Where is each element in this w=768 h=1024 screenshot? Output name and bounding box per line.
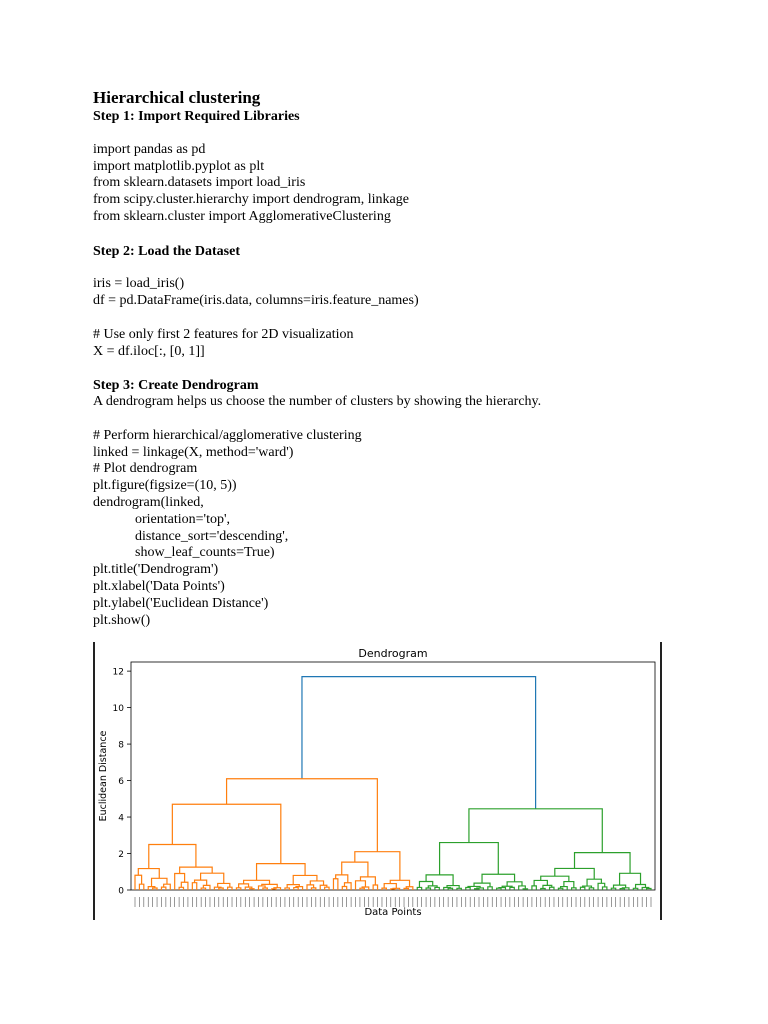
dendrogram-link — [555, 868, 594, 879]
y-axis-label: Euclidean Distance — [98, 730, 109, 822]
dendrogram-link — [302, 677, 536, 809]
dendrogram-link — [426, 875, 453, 886]
dendrogram-link — [532, 886, 536, 890]
code-line: iris = load_iris() — [93, 276, 185, 292]
step3-description: A dendrogram helps us choose the number of clusters by showing the hierarchy. — [93, 394, 542, 410]
code-line: # Perform hierarchical/agglomerative clustering — [93, 427, 362, 443]
dendrogram-link — [575, 853, 631, 874]
dendrogram-link — [149, 845, 196, 869]
dendrogram-link — [192, 883, 196, 890]
plot-frame — [131, 662, 655, 890]
code-line: plt.ylabel('Euclidean Distance') — [93, 595, 269, 611]
dendrogram-link — [333, 879, 337, 890]
figure-border-left — [93, 642, 95, 920]
y-tick-label: 4 — [118, 813, 124, 824]
code-line: from scipy.cluster.hierarchy import dendrogram, linkage — [93, 192, 409, 208]
dendrogram-link — [440, 843, 499, 875]
dendrogram-link — [227, 779, 378, 852]
step1-heading: Step 1: Import Required Libraries — [93, 109, 300, 124]
dendrogram-link — [550, 887, 554, 890]
dendrogram-link — [172, 804, 280, 863]
dendrogram-link — [139, 884, 143, 890]
dendrogram-link — [325, 887, 329, 890]
document-title: Hierarchical clustering — [93, 88, 261, 107]
code-line-indented: orientation='top', — [135, 511, 230, 527]
dendrogram-link — [179, 887, 183, 890]
dendrogram-link — [180, 867, 213, 873]
step3-heading: Step 3: Create Dendrogram — [93, 378, 259, 394]
code-line: plt.figure(figsize=(10, 5)) — [93, 478, 237, 494]
dendrogram-link — [342, 886, 346, 890]
code-line: from sklearn.datasets import load_iris — [93, 175, 306, 191]
dendrogram-link — [152, 878, 167, 886]
code-line: import pandas as pd — [93, 141, 206, 157]
code-line: # Use only first 2 features for 2D visualization — [93, 326, 354, 342]
code-line: plt.title('Dendrogram') — [93, 562, 219, 578]
dendrogram-link — [587, 879, 601, 886]
y-tick-label: 12 — [112, 667, 124, 678]
code-line: from sklearn.cluster import AgglomerativeClustering — [93, 208, 391, 224]
code-line: df = pd.DataFrame(iris.data, columns=iris.feature_names) — [93, 293, 419, 309]
code-line: plt.xlabel('Data Points') — [93, 578, 225, 594]
dendrogram-link — [580, 887, 584, 890]
code-line: # Plot dendrogram — [93, 461, 198, 477]
code-line: plt.show() — [93, 612, 151, 628]
y-tick-label: 2 — [118, 850, 124, 861]
y-tick-label: 0 — [118, 886, 124, 897]
y-tick-label: 6 — [118, 777, 124, 788]
dendrogram-link — [161, 887, 165, 890]
dendrogram-figure — [93, 642, 663, 920]
dendrogram-link — [355, 852, 400, 881]
step2-heading: Step 2: Load the Dataset — [93, 243, 240, 259]
figure-border-right — [660, 642, 662, 920]
code-line: linked = linkage(X, method='ward') — [93, 444, 294, 460]
dendrogram-link — [228, 887, 232, 890]
dendrogram-link — [257, 864, 306, 881]
x-axis-label: Data Points — [364, 907, 422, 918]
dendrogram-link — [181, 882, 188, 890]
code-line: import matplotlib.pyplot as plt — [93, 158, 265, 174]
dendrogram-link — [201, 873, 224, 883]
code-line-indented: distance_sort='descending', — [135, 528, 289, 544]
y-tick-label: 10 — [112, 704, 124, 715]
chart-title: Dendrogram — [358, 647, 428, 660]
document — [93, 88, 693, 629]
code-line: dendrogram(linked, — [93, 494, 204, 510]
dendrogram-link — [419, 882, 432, 888]
dendrogram-link — [293, 875, 317, 884]
dendrogram-link — [469, 809, 602, 853]
dendrogram-chart — [93, 642, 663, 920]
code-line: X = df.iloc[:, [0, 1]] — [93, 343, 205, 359]
dendrogram-link — [373, 885, 377, 890]
dendrogram-link — [620, 873, 641, 885]
dendrogram-link — [488, 887, 492, 890]
code-line-indented: show_leaf_counts=True) — [135, 545, 275, 561]
dendrogram-link — [135, 875, 142, 890]
dendrogram-link — [602, 887, 606, 890]
y-tick-label: 8 — [118, 740, 124, 751]
